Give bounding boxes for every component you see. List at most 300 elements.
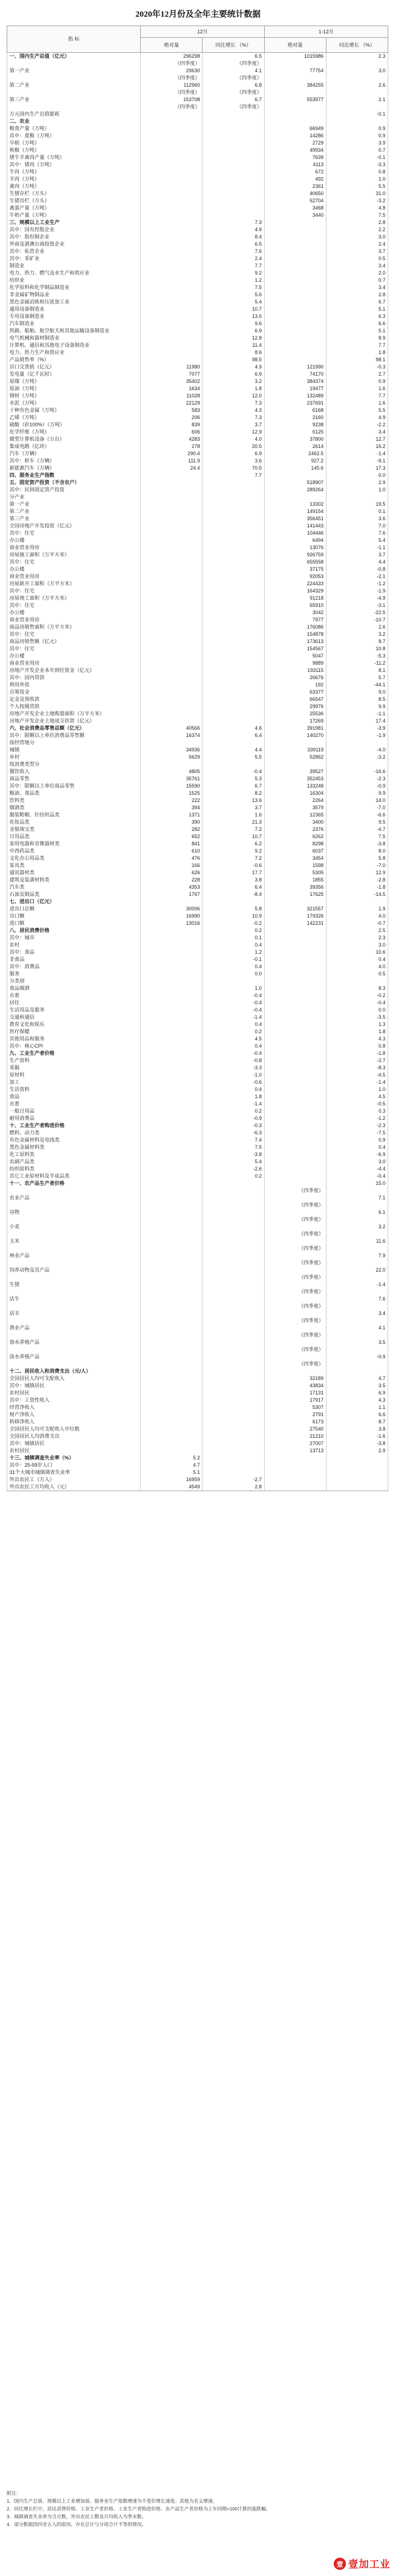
cell-year-growth: 10.6 bbox=[326, 949, 388, 956]
table-row bbox=[7, 783, 388, 790]
row-indicator: 谷物 bbox=[7, 1209, 141, 1216]
cell-year-absolute bbox=[264, 1209, 326, 1216]
cell-year-growth: 9.5 bbox=[326, 819, 388, 826]
cell-month-growth bbox=[202, 1288, 264, 1296]
cell-month-absolute bbox=[141, 1021, 202, 1028]
cell-month-absolute: 610 bbox=[141, 848, 202, 855]
cell-year-absolute bbox=[264, 103, 326, 111]
row-indicator bbox=[7, 1288, 141, 1296]
cell-year-absolute: 132489 bbox=[264, 392, 326, 400]
cell-month-growth: 7.3 bbox=[202, 400, 264, 407]
cell-month-absolute: 166 bbox=[141, 862, 202, 869]
cell-month-absolute bbox=[141, 1100, 202, 1108]
row-indicator: 秋粮（万吨） bbox=[7, 147, 141, 154]
cell-year-absolute: 91218 bbox=[264, 595, 326, 602]
cell-month-growth bbox=[202, 1317, 264, 1324]
cell-month-growth: 4.3 bbox=[202, 407, 264, 414]
cell-year-absolute bbox=[264, 320, 326, 327]
cell-year-growth: -0.9 bbox=[326, 783, 388, 790]
cell-year-absolute bbox=[264, 1122, 326, 1129]
table-row bbox=[7, 472, 388, 479]
cell-year-absolute: 27007 bbox=[264, 1440, 326, 1447]
cell-month-absolute bbox=[141, 602, 202, 609]
table-row bbox=[7, 631, 388, 638]
cell-year-growth bbox=[326, 1216, 388, 1223]
cell-year-growth: 3.4 bbox=[326, 1310, 388, 1317]
cell-year-absolute: 9889 bbox=[264, 660, 326, 667]
table-row bbox=[7, 1310, 388, 1317]
cell-month-absolute bbox=[141, 580, 202, 587]
cell-year-absolute bbox=[264, 970, 326, 978]
row-indicator: 其中：限额以上单位消费品零售额 bbox=[7, 732, 141, 739]
cell-month-growth: -3.8 bbox=[202, 1151, 264, 1158]
row-indicator: 第二产业 bbox=[7, 82, 141, 89]
cell-month-growth bbox=[202, 190, 264, 197]
cell-year-absolute: 66949 bbox=[264, 125, 326, 132]
row-indicator: 粮油、食品类 bbox=[7, 790, 141, 797]
cell-year-absolute: 352453 bbox=[264, 775, 326, 783]
table-row bbox=[7, 1332, 388, 1339]
table-row bbox=[7, 1361, 388, 1368]
cell-month-growth: 8.2 bbox=[202, 790, 264, 797]
cell-month-absolute bbox=[141, 349, 202, 356]
row-indicator: 外出农民工（万人） bbox=[7, 1476, 141, 1483]
cell-year-growth: 98.1 bbox=[326, 356, 388, 363]
table-row bbox=[7, 515, 388, 522]
cell-year-absolute: 13302 bbox=[264, 501, 326, 508]
cell-month-absolute bbox=[141, 1194, 202, 1202]
cell-month-growth bbox=[202, 551, 264, 559]
cell-month-growth: 6.9 bbox=[202, 371, 264, 378]
cell-year-absolute: 27540 bbox=[264, 1426, 326, 1433]
row-indicator: 商业营业用房 bbox=[7, 544, 141, 551]
cell-month-growth bbox=[202, 739, 264, 746]
table-row bbox=[7, 125, 388, 132]
cell-year-absolute bbox=[264, 1100, 326, 1108]
cell-month-absolute bbox=[141, 262, 202, 270]
table-row bbox=[7, 956, 388, 963]
row-indicator: 万元国内生产总值能耗 bbox=[7, 111, 141, 118]
table-row bbox=[7, 848, 388, 855]
table-row bbox=[7, 1021, 388, 1028]
cell-year-growth: 6.9 bbox=[326, 1389, 388, 1397]
row-indicator: 化学纤维（万吨） bbox=[7, 428, 141, 436]
table-row bbox=[7, 913, 388, 920]
cell-month-absolute bbox=[141, 544, 202, 551]
cell-year-absolute: 13713 bbox=[264, 1447, 326, 1454]
cell-month-absolute: 1525 bbox=[141, 790, 202, 797]
cell-month-absolute bbox=[141, 356, 202, 363]
cell-year-growth bbox=[326, 1483, 388, 1491]
row-indicator: 其中：城镇居民 bbox=[7, 1382, 141, 1389]
cell-year-growth: 5.1 bbox=[326, 306, 388, 313]
row-indicator: 服装鞋帽、针纺织品类 bbox=[7, 811, 141, 819]
cell-year-absolute bbox=[264, 1339, 326, 1346]
cell-year-growth: 2.8 bbox=[326, 291, 388, 298]
cell-year-growth: -11.2 bbox=[326, 660, 388, 667]
table-row bbox=[7, 1014, 388, 1021]
row-indicator: 采掘 bbox=[7, 1064, 141, 1072]
cell-year-absolute: 66547 bbox=[264, 696, 326, 703]
table-row bbox=[7, 1324, 388, 1332]
cell-month-absolute bbox=[141, 226, 202, 233]
cell-month-growth: -0.6 bbox=[202, 862, 264, 869]
cell-year-absolute bbox=[264, 1368, 326, 1375]
table-row bbox=[7, 1129, 388, 1137]
cell-year-growth: 8.7 bbox=[326, 1418, 388, 1426]
cell-month-absolute bbox=[141, 1129, 202, 1137]
cell-year-absolute: （四季度） bbox=[264, 1202, 326, 1209]
table-row bbox=[7, 1389, 388, 1397]
cell-year-absolute: （四季度） bbox=[264, 1332, 326, 1339]
cell-year-growth: -0.4 bbox=[326, 1173, 388, 1180]
row-indicator: 办公楼 bbox=[7, 537, 141, 544]
table-row bbox=[7, 978, 388, 985]
cell-month-absolute bbox=[141, 566, 202, 573]
cell-year-absolute bbox=[264, 241, 326, 248]
row-indicator: 海水养殖产品 bbox=[7, 1339, 141, 1346]
cell-year-absolute: 1598 bbox=[264, 862, 326, 869]
cell-year-absolute: 9238 bbox=[264, 421, 326, 428]
cell-month-growth bbox=[202, 1310, 264, 1317]
row-indicator: 生活用品及服务 bbox=[7, 1007, 141, 1014]
cell-month-absolute: 1634 bbox=[141, 385, 202, 392]
cell-year-growth: 3.2 bbox=[326, 1223, 388, 1230]
cell-year-absolute: 2614 bbox=[264, 443, 326, 450]
table-row bbox=[7, 725, 388, 732]
cell-month-absolute bbox=[141, 125, 202, 132]
row-indicator: 其中：城镇居民 bbox=[7, 1440, 141, 1447]
row-indicator: 铁路、船舶、航空航天和其他运输设备制造业 bbox=[7, 327, 141, 335]
cell-month-growth bbox=[202, 1418, 264, 1426]
row-indicator bbox=[7, 103, 141, 111]
cell-year-growth: -0.7 bbox=[326, 920, 388, 927]
table-row bbox=[7, 67, 388, 74]
table-row bbox=[7, 804, 388, 811]
cell-month-absolute bbox=[141, 1064, 202, 1072]
cell-month-absolute bbox=[141, 1108, 202, 1115]
cell-year-absolute bbox=[264, 226, 326, 233]
cell-month-growth bbox=[202, 544, 264, 551]
cell-year-growth: 2.3 bbox=[326, 53, 388, 61]
cell-month-growth: 11.4 bbox=[202, 342, 264, 349]
row-indicator: 猪牛羊禽肉产量（万吨） bbox=[7, 154, 141, 161]
table-row bbox=[7, 320, 388, 327]
cell-year-growth: 1.9 bbox=[326, 905, 388, 913]
cell-year-growth bbox=[326, 1202, 388, 1209]
row-indicator: 进出口总额 bbox=[7, 905, 141, 913]
cell-month-growth bbox=[202, 1281, 264, 1288]
cell-month-absolute bbox=[141, 645, 202, 652]
row-indicator: 原材料 bbox=[7, 1072, 141, 1079]
cell-year-absolute bbox=[264, 74, 326, 82]
table-row bbox=[7, 1100, 388, 1108]
row-indicator: 一、国内生产总值（亿元） bbox=[7, 53, 141, 61]
table-row bbox=[7, 342, 388, 349]
cell-year-growth: 7.7 bbox=[326, 392, 388, 400]
row-indicator: 其中：住宅 bbox=[7, 645, 141, 652]
row-indicator: 出口额 bbox=[7, 913, 141, 920]
cell-year-absolute: （四季度） bbox=[264, 1317, 326, 1324]
cell-month-growth: 8.4 bbox=[202, 233, 264, 241]
table-row bbox=[7, 811, 388, 819]
cell-year-absolute: 52704 bbox=[264, 197, 326, 205]
cell-month-growth bbox=[202, 1209, 264, 1216]
table-row bbox=[7, 869, 388, 876]
cell-month-growth: -0.4 bbox=[202, 992, 264, 999]
cell-year-absolute bbox=[264, 1043, 326, 1050]
cell-month-growth bbox=[202, 1194, 264, 1202]
row-indicator bbox=[7, 1303, 141, 1310]
cell-month-growth: 3.7 bbox=[202, 804, 264, 811]
row-indicator: 烟酒类 bbox=[7, 804, 141, 811]
cell-month-absolute bbox=[141, 479, 202, 486]
row-indicator: 十种有色金属（万吨） bbox=[7, 407, 141, 414]
table-row bbox=[7, 1476, 388, 1483]
table-row bbox=[7, 1368, 388, 1375]
cell-year-growth: 3.0 bbox=[326, 941, 388, 949]
cell-year-absolute: 6125 bbox=[264, 428, 326, 436]
cell-year-absolute: 1855 bbox=[264, 876, 326, 884]
cell-month-growth bbox=[202, 761, 264, 768]
table-row bbox=[7, 197, 388, 205]
cell-month-growth bbox=[202, 1324, 264, 1332]
cell-year-absolute: 104446 bbox=[264, 530, 326, 537]
table-body bbox=[7, 53, 388, 1491]
cell-year-absolute bbox=[264, 1296, 326, 1303]
cell-year-absolute bbox=[264, 1086, 326, 1093]
cell-year-absolute bbox=[264, 956, 326, 963]
row-indicator: 一般日用品 bbox=[7, 1108, 141, 1115]
cell-year-growth: 3.8 bbox=[326, 1426, 388, 1433]
cell-year-growth bbox=[326, 1230, 388, 1238]
table-row bbox=[7, 667, 388, 674]
cell-year-absolute: 39356 bbox=[264, 884, 326, 891]
row-indicator: 进口额 bbox=[7, 920, 141, 927]
cell-year-absolute bbox=[264, 761, 326, 768]
cell-year-absolute bbox=[264, 963, 326, 970]
cell-month-growth: -0.6 bbox=[202, 1079, 264, 1086]
cell-year-absolute: 39527 bbox=[264, 768, 326, 775]
row-indicator: 其中：限额以上单位商品零售 bbox=[7, 783, 141, 790]
table-row bbox=[7, 233, 388, 241]
cell-month-absolute: 4283 bbox=[141, 436, 202, 443]
row-indicator: 产品销售率（%） bbox=[7, 356, 141, 363]
cell-month-absolute: 278 bbox=[141, 443, 202, 450]
table-row bbox=[7, 1267, 388, 1274]
row-indicator bbox=[7, 60, 141, 67]
cell-month-growth: 1.0 bbox=[202, 985, 264, 992]
header-month-absolute: 绝对量 bbox=[141, 38, 202, 53]
cell-month-growth bbox=[202, 111, 264, 118]
cell-month-absolute bbox=[141, 1180, 202, 1187]
row-indicator bbox=[7, 1332, 141, 1339]
cell-month-growth bbox=[202, 486, 264, 494]
row-indicator: 专用设备制造业 bbox=[7, 313, 141, 320]
cell-year-growth bbox=[326, 74, 388, 82]
cell-month-absolute bbox=[141, 978, 202, 985]
cell-year-absolute bbox=[264, 298, 326, 306]
cell-year-absolute: 63377 bbox=[264, 689, 326, 696]
cell-month-absolute bbox=[141, 970, 202, 978]
table-row bbox=[7, 652, 388, 660]
cell-month-absolute bbox=[141, 1252, 202, 1259]
table-row bbox=[7, 573, 388, 580]
cell-year-growth: 0.0 bbox=[326, 472, 388, 479]
cell-month-absolute bbox=[141, 320, 202, 327]
table-row bbox=[7, 1426, 388, 1433]
row-indicator: 生活资料 bbox=[7, 1086, 141, 1093]
row-indicator: 十三、城镇调查失业率（%） bbox=[7, 1454, 141, 1462]
cell-year-growth bbox=[326, 1462, 388, 1469]
cell-year-growth: 4.0 bbox=[326, 963, 388, 970]
cell-year-absolute bbox=[264, 1462, 326, 1469]
table-row bbox=[7, 1404, 388, 1411]
row-indicator: 四、服务业生产指数 bbox=[7, 472, 141, 479]
cell-year-growth: -2.1 bbox=[326, 573, 388, 580]
cell-year-growth: 3.0 bbox=[326, 233, 388, 241]
cell-year-absolute: 193115 bbox=[264, 667, 326, 674]
cell-year-absolute bbox=[264, 1223, 326, 1230]
table-row bbox=[7, 1187, 388, 1194]
cell-month-absolute bbox=[141, 956, 202, 963]
cell-month-growth bbox=[202, 1382, 264, 1389]
cell-month-absolute: 112960 bbox=[141, 82, 202, 89]
cell-year-growth: 4.8 bbox=[326, 205, 388, 212]
row-indicator: 房地产开发企业土地成交价款（亿元） bbox=[7, 718, 141, 725]
table-row bbox=[7, 89, 388, 96]
cell-month-growth bbox=[202, 1238, 264, 1245]
cell-year-growth: 7.6 bbox=[326, 530, 388, 537]
cell-year-absolute: 92053 bbox=[264, 573, 326, 580]
row-indicator: 商品零售 bbox=[7, 775, 141, 783]
table-row bbox=[7, 985, 388, 992]
table-row bbox=[7, 674, 388, 681]
table-row bbox=[7, 934, 388, 941]
table-row bbox=[7, 190, 388, 197]
cell-month-absolute: 1371 bbox=[141, 811, 202, 819]
table-row bbox=[7, 1433, 388, 1440]
cell-year-growth: -4.4 bbox=[326, 1165, 388, 1173]
table-row bbox=[7, 1259, 388, 1267]
cell-year-growth bbox=[326, 739, 388, 746]
table-row bbox=[7, 465, 388, 472]
row-indicator: 农村居民 bbox=[7, 1447, 141, 1454]
cell-month-absolute: 296298 bbox=[141, 53, 202, 61]
cell-year-absolute: 65910 bbox=[264, 602, 326, 609]
cell-year-growth: 2.9 bbox=[326, 1447, 388, 1454]
table-row bbox=[7, 1144, 388, 1151]
cell-month-growth: -1.4 bbox=[202, 1014, 264, 1021]
cell-month-growth: 1.2 bbox=[202, 277, 264, 284]
cell-year-absolute: 16304 bbox=[264, 790, 326, 797]
cell-month-growth bbox=[202, 1375, 264, 1382]
cell-year-absolute: （四季度） bbox=[264, 1274, 326, 1281]
cell-month-growth: 13.6 bbox=[202, 797, 264, 804]
table-row bbox=[7, 595, 388, 602]
cell-year-growth: -2.7 bbox=[326, 1057, 388, 1064]
cell-month-absolute bbox=[141, 1173, 202, 1180]
cell-month-growth: -2.7 bbox=[202, 1476, 264, 1483]
cell-year-absolute: 3400 bbox=[264, 819, 326, 826]
cell-month-absolute bbox=[141, 197, 202, 205]
table-row bbox=[7, 457, 388, 465]
cell-month-growth: -0.4 bbox=[202, 768, 264, 775]
row-indicator: 房地产开发企业土地购置面积（万平方米） bbox=[7, 710, 141, 718]
cell-month-absolute: 1767 bbox=[141, 891, 202, 898]
table-row bbox=[7, 356, 388, 363]
cell-month-absolute bbox=[141, 147, 202, 154]
table-row bbox=[7, 96, 388, 103]
cell-year-growth: -44.1 bbox=[326, 681, 388, 689]
table-row bbox=[7, 255, 388, 262]
table-row bbox=[7, 1230, 388, 1238]
cell-month-absolute bbox=[141, 168, 202, 176]
row-indicator: 牛肉（万吨） bbox=[7, 168, 141, 176]
row-indicator: 商品房销售额（亿元） bbox=[7, 638, 141, 645]
table-row bbox=[7, 1035, 388, 1043]
table-row bbox=[7, 1050, 388, 1057]
cell-month-growth bbox=[202, 1296, 264, 1303]
cell-month-growth: 3.2 bbox=[202, 378, 264, 385]
cell-year-growth: 0.8 bbox=[326, 1043, 388, 1050]
cell-month-growth bbox=[202, 718, 264, 725]
table-row bbox=[7, 103, 388, 111]
cell-year-absolute: 356451 bbox=[264, 515, 326, 522]
cell-month-absolute bbox=[141, 1057, 202, 1064]
table-row bbox=[7, 963, 388, 970]
table-row bbox=[7, 1137, 388, 1144]
header-month: 12月 bbox=[141, 26, 264, 38]
cell-year-absolute bbox=[264, 1035, 326, 1043]
cell-month-absolute bbox=[141, 176, 202, 183]
cell-year-growth: -0.3 bbox=[326, 363, 388, 371]
cell-year-absolute: 19477 bbox=[264, 385, 326, 392]
cell-year-growth: 4.7 bbox=[326, 1375, 388, 1382]
cell-month-absolute: （四季度） bbox=[141, 60, 202, 67]
cell-month-growth: 6.5 bbox=[202, 241, 264, 248]
table-row bbox=[7, 559, 388, 566]
cell-year-absolute bbox=[264, 335, 326, 342]
cell-month-absolute bbox=[141, 515, 202, 522]
cell-month-absolute bbox=[141, 1397, 202, 1404]
cell-year-growth: 4.1 bbox=[326, 1324, 388, 1332]
cell-year-absolute: 2264 bbox=[264, 797, 326, 804]
table-row bbox=[7, 241, 388, 248]
table-row bbox=[7, 226, 388, 233]
table-row bbox=[7, 1108, 388, 1115]
row-indicator: 加工 bbox=[7, 1079, 141, 1086]
cell-month-growth: 12.9 bbox=[202, 428, 264, 436]
cell-year-growth: -3.1 bbox=[326, 602, 388, 609]
cell-month-absolute bbox=[141, 1375, 202, 1382]
table-row bbox=[7, 754, 388, 761]
cell-year-absolute: （四季度） bbox=[264, 1216, 326, 1223]
table-row bbox=[7, 262, 388, 270]
cell-month-growth: -3.3 bbox=[202, 1064, 264, 1072]
row-indicator: 其中：猪肉（万吨） bbox=[7, 161, 141, 168]
row-indicator: 全国居民人均可支配收入中位数 bbox=[7, 1426, 141, 1433]
row-indicator: 九、工业生产者价格 bbox=[7, 1050, 141, 1057]
cell-year-growth: -1.4 bbox=[326, 1079, 388, 1086]
row-indicator bbox=[7, 1274, 141, 1281]
row-indicator: 十、工业生产者购进价格 bbox=[7, 1122, 141, 1129]
cell-year-absolute bbox=[264, 1158, 326, 1165]
table-row bbox=[7, 638, 388, 645]
cell-year-absolute: 5307 bbox=[264, 1404, 326, 1411]
row-indicator: 办公楼 bbox=[7, 652, 141, 660]
row-indicator: 七、进出口（亿元） bbox=[7, 898, 141, 905]
